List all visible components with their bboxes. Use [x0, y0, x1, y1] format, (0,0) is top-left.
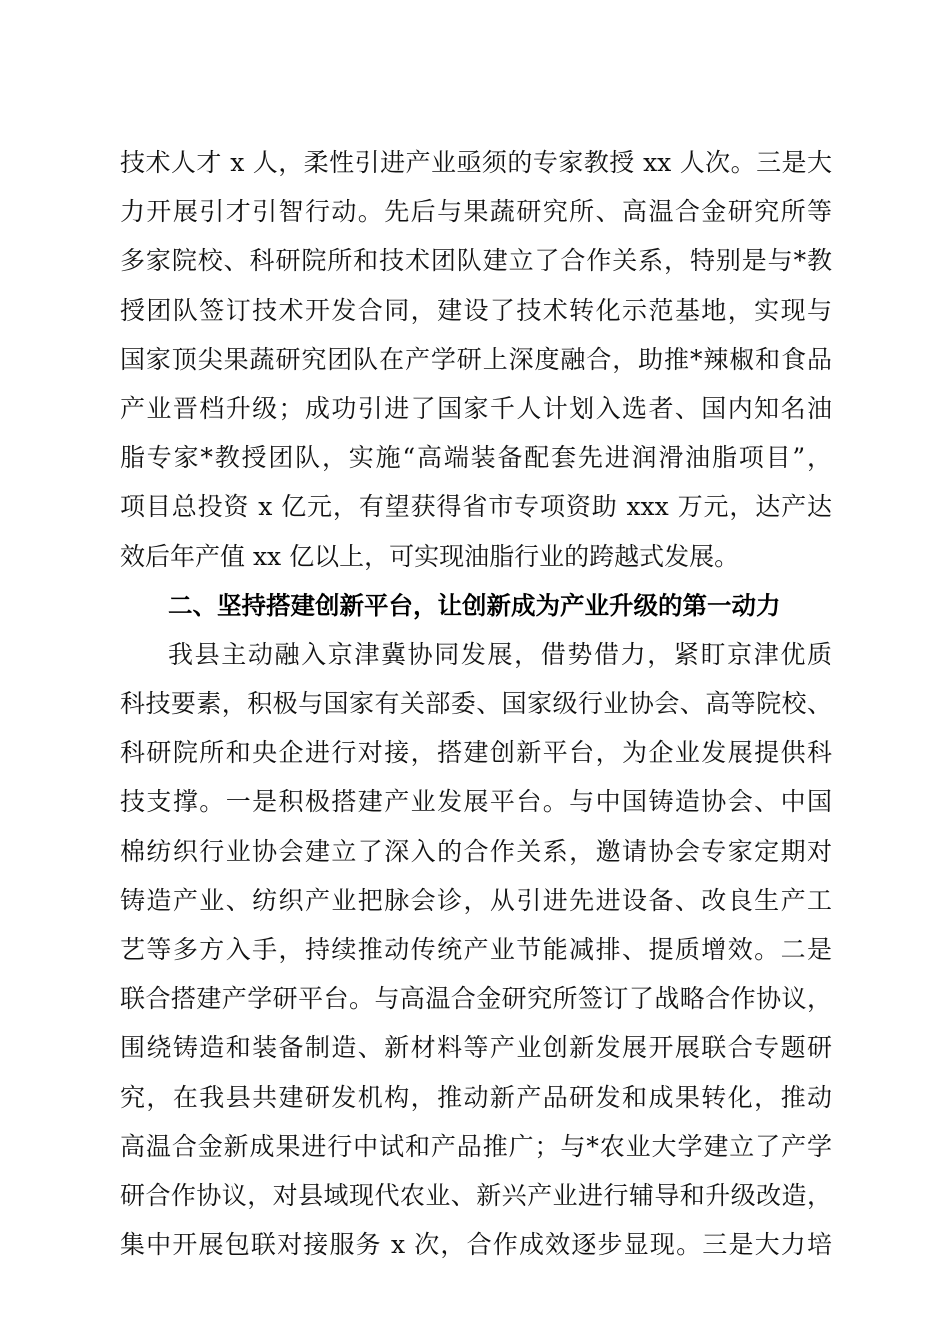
paragraph-line: 集中开展包联对接服务 x 次，合作成效逐步显现。三是大力培: [120, 1230, 832, 1260]
paragraph-line: 授团队签订技术开发合同，建设了技术转化示范基地，实现与: [120, 295, 832, 325]
paragraph-line: 我县主动融入京津冀协同发展，借势借力，紧盯京津优质: [168, 639, 832, 669]
section-heading: 二、坚持搭建创新平台，让创新成为产业升级的第一动力: [168, 590, 781, 620]
paragraph-line: 棉纺织行业协会建立了深入的合作关系，邀请协会专家定期对: [120, 836, 832, 866]
document-body: [120, 138, 832, 1269]
paragraph-line: 联合搭建产学研平台。与高温合金研究所签订了战略合作协议，: [120, 984, 832, 1014]
paragraph-line: 技支撑。一是积极搭建产业发展平台。与中国铸造协会、中国: [120, 787, 832, 817]
paragraph-line: 艺等多方入手，持续推动传统产业节能减排、提质增效。二是: [120, 935, 832, 964]
paragraph-line: 脂专家*教授团队，实施“高端装备配套先进润滑油脂项目”，: [120, 443, 832, 473]
paragraph-line: 科研院所和央企进行对接，搭建创新平台，为企业发展提供科: [120, 738, 832, 768]
paragraph-line: 国家顶尖果蔬研究团队在产学研上深度融合，助推*辣椒和食品: [120, 344, 832, 374]
paragraph-line: 研合作协议，对县域现代农业、新兴产业进行辅导和升级改造，: [120, 1180, 832, 1210]
paragraph-line: 科技要素，积极与国家有关部委、国家级行业协会、高等院校、: [120, 689, 832, 719]
paragraph-1: [120, 138, 832, 581]
paragraph-line: 产业晋档升级；成功引进了国家千人计划入选者、国内知名油: [120, 393, 832, 423]
paragraph-line: 高温合金新成果进行中试和产品推广；与*农业大学建立了产学: [120, 1131, 832, 1161]
paragraph-line: 效后年产值 xx 亿以上，可实现油脂行业的跨越式发展。: [120, 541, 740, 571]
paragraph-line: 力开展引才引智行动。先后与果蔬研究所、高温合金研究所等: [120, 197, 832, 227]
paragraph-2: [120, 630, 832, 1269]
paragraph-line: 围绕铸造和装备制造、新材料等产业创新发展开展联合专题研: [120, 1033, 832, 1063]
paragraph-line: 技术人才 x 人，柔性引进产业亟须的专家教授 xx 人次。三是大: [120, 148, 832, 177]
paragraph-line: 多家院校、科研院所和技术团队建立了合作关系，特别是与*教: [120, 246, 832, 276]
paragraph-line: 铸造产业、纺织产业把脉会诊，从引进先进设备、改良生产工: [120, 885, 832, 915]
paragraph-line: 究，在我县共建研发机构，推动新产品研发和成果转化，推动: [120, 1082, 832, 1112]
paragraph-line: 项目总投资 x 亿元，有望获得省市专项资助 xxx 万元，达产达: [120, 492, 832, 522]
